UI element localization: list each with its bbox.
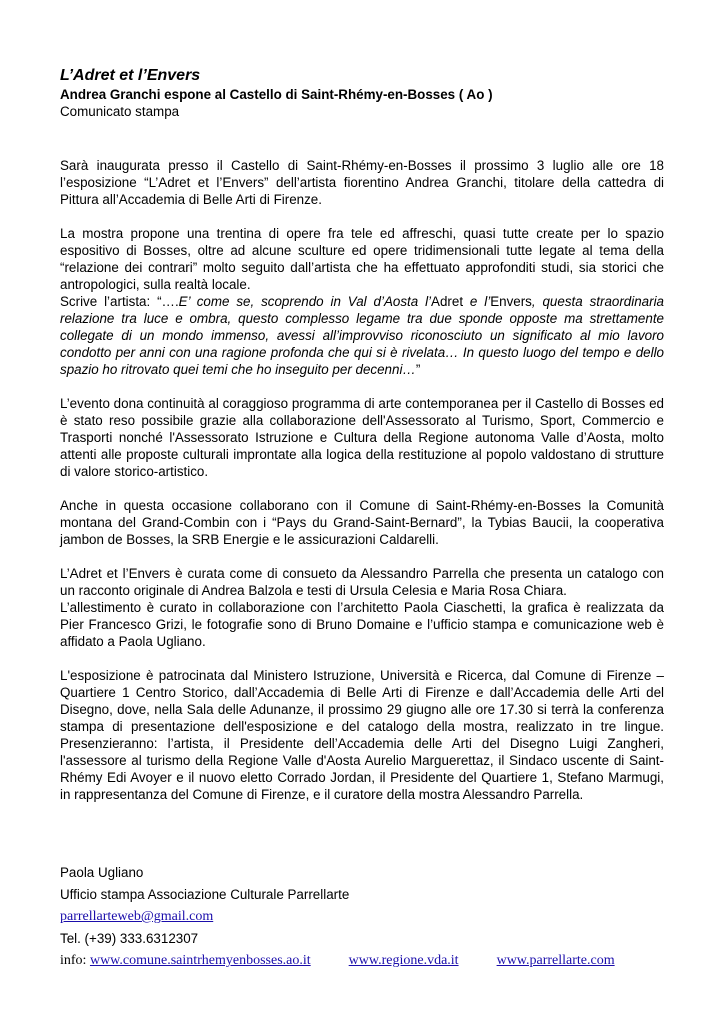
quote-part-2: e l’ bbox=[463, 294, 491, 309]
quote-end: ” bbox=[415, 362, 421, 377]
signature-block bbox=[60, 862, 664, 972]
paragraph-curator: L’Adret et l’Envers è curata come di consueto da Alessandro Parrella che presenta un catalogo con un racconto originale di Andrea Balzola e testi di Ursula Celesia e Maria Rosa Chiara. bbox=[60, 566, 664, 598]
quote-part-1: E’ come se, scoprendo in Val d’Aosta l’ bbox=[178, 294, 432, 309]
quote-adret: Adret bbox=[431, 294, 464, 309]
quote-part-3: , questa straordinaria relazione tra luce e ombra, questo complesso legame tra due sponde opposte ma strettamente collegate di un mondo immenso, avessi all’improvviso riconosciuto un significato al mio lavoro condotto per anni con una ragione profonda che qui si è rivelata… In questo luogo del tempo e dello spazio ho ritrovato quei temi che ho inseguito per decenni… bbox=[60, 294, 664, 377]
body-text bbox=[60, 157, 664, 803]
signature-role: Ufficio stampa Associazione Culturale Parrellarte bbox=[60, 887, 350, 902]
regione-link[interactable]: www.regione.vda.it bbox=[348, 953, 459, 968]
paragraph-artist-quote bbox=[60, 293, 664, 378]
parrellarte-link[interactable]: www.parrellarte.com bbox=[496, 953, 615, 968]
paragraph-exhibition: La mostra propone una trentina di opere fra tele ed affreschi, quasi tutte create per lo spazio espositivo di Bosses, oltre ad alcune sculture ed opere tridimensionali tutte legate al tema della “relazione dei contrari” molto seguito dall’artista che ha effettuato approfonditi studi, sia storici che antropologici, sulla realtà locale. bbox=[60, 226, 664, 292]
document-type-label: Comunicato stampa bbox=[60, 104, 180, 119]
comune-link[interactable]: www.comune.saintrhemyenbosses.ao.it bbox=[89, 953, 311, 968]
document-subtitle: Andrea Granchi espone al Castello di Saint-Rhémy-en-Bosses ( Ao ) bbox=[60, 87, 493, 102]
paragraph-collaborators: Anche in questa occasione collaborano con il Comune di Saint-Rhémy-en-Bosses la Comunità montana del Grand-Combin con i “Pays du Grand-Saint-Bernard”, la Tybias Baucii, la cooperativa jambon de Bosses, la SRB Energie e le assicurazioni Caldarelli. bbox=[60, 498, 664, 547]
signature-tel: Tel. (+39) 333.6312307 bbox=[60, 931, 199, 946]
info-label: info: bbox=[60, 953, 90, 968]
paragraph-inauguration: Sarà inaugurata presso il Castello di Saint-Rhémy-en-Bosses il prossimo 3 luglio alle ore 18 l’esposizione “L’Adret et l’Envers” dell’artista fiorentino Andrea Granchi, titolare della cattedra di Pittura all’Accademia di Belle Arti di Firenze. bbox=[60, 158, 664, 207]
quote-envers: Envers bbox=[490, 294, 532, 309]
paragraph-staging: L’allestimento è curato in collaborazione con l’architetto Paola Ciaschetti, la grafica è realizzata da Pier Francesco Grizi, le fotografie sono di Bruno Domaine e l’ufficio stampa e comunicazione web è affidato a Paola Ugliano. bbox=[60, 600, 664, 649]
press-release bbox=[60, 66, 664, 820]
paragraph-program: L’evento dona continuità al coraggioso programma di arte contemporanea per il Castello di Bosses ed è stato reso possibile grazie alla collaborazione dell'Assessorato al Turismo, Sport, Commercio e Trasporti nonché l'Assessorato Istruzione e Cultura della Regione autonoma Valle d’Aosta, molto attenti alle proposte culturali improntate alla logica della restituzione al popolo valdostano di strutture di valore storico-artistico. bbox=[60, 396, 664, 479]
signature-name: Paola Ugliano bbox=[60, 865, 144, 880]
quote-intro: Scrive l’artista: “…. bbox=[60, 294, 179, 309]
email-link[interactable]: parrellarteweb@gmail.com bbox=[60, 909, 214, 924]
paragraph-patronage: L'esposizione è patrocinata dal Ministero Istruzione, Università e Ricerca, dal Comune di Firenze – Quartiere 1 Centro Storico, dall’Accademia di Belle Arti di Firenze e dall’Accademia delle Arti del Disegno, dove, nella Sala delle Adunanze, il prossimo 29 giugno alle ore 17.30 si terrà la conferenza stampa di presentazione dell'esposizione e del catalogo della mostra, realizzato in tre lingue. Presenzieranno: l’artista, il Presidente dell’Accademia delle Arti del Disegno Luigi Zangheri, l'assessore al turismo della Regione Valle d'Aosta Aurelio Marguerettaz, il Sindaco uscente di Saint-Rhémy Edi Avoyer e il nuovo eletto Corrado Jordan, il Presidente del Quartiere 1, Stefano Marmugi, in rappresentanza del Comune di Firenze, e il curatore della mostra Alessandro Parrella. bbox=[60, 668, 664, 802]
document-title: L’Adret et l’Envers bbox=[60, 67, 201, 84]
info-links bbox=[60, 950, 664, 972]
